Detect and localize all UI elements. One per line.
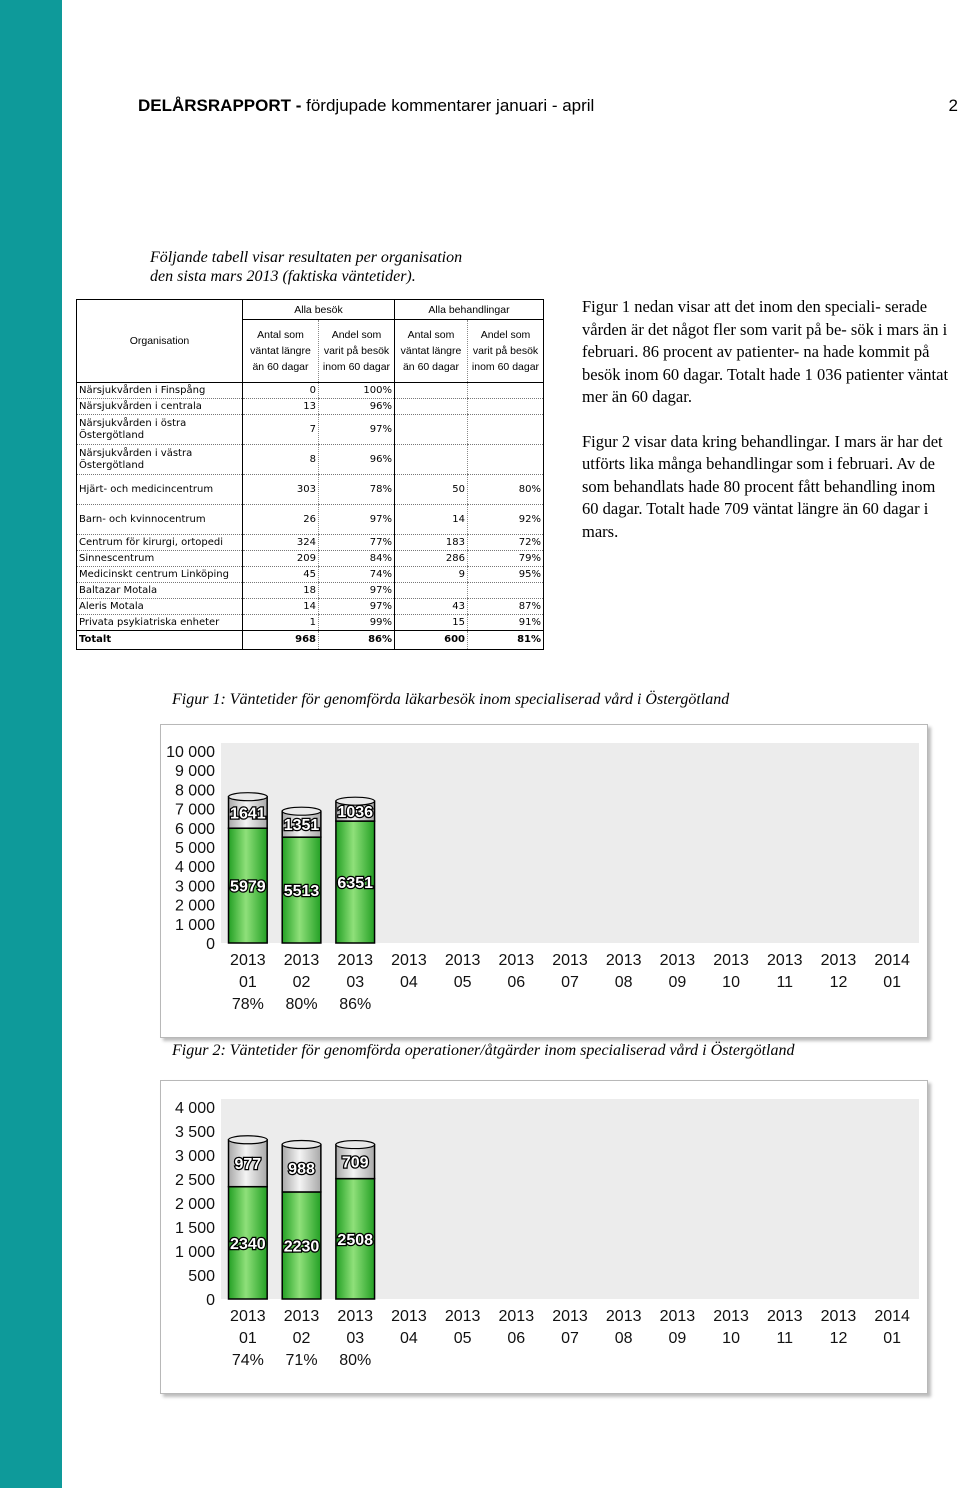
percent-label: 80% (339, 1352, 372, 1369)
right-commentary (582, 296, 954, 565)
bar-top (229, 1136, 268, 1144)
percent-label: 86% (339, 996, 372, 1013)
data-label: 2230 (283, 1238, 320, 1256)
y-tick-label: 4 000 (174, 859, 215, 877)
x-tick-label: 2014 (874, 1308, 910, 1325)
col-header-1: Antal som väntat längre än 60 dagar (243, 320, 319, 383)
x-tick-label: 03 (346, 974, 365, 991)
col-header-3: Antal som väntat längre än 60 dagar (395, 320, 468, 383)
x-tick-label: 2013 (766, 1308, 803, 1325)
x-tick-label: 07 (561, 1330, 579, 1347)
y-tick-label: 4 000 (174, 1100, 215, 1117)
x-tick-label: 2013 (605, 1308, 642, 1325)
y-tick-label: 2 500 (174, 1172, 215, 1189)
x-tick-label: 08 (614, 974, 633, 991)
figure1-caption: Figur 1: Väntetider för genomförda läkarbesök inom specialiserad vård i Östergötland (172, 691, 730, 708)
y-tick-label: 3 500 (174, 1124, 215, 1141)
x-tick-label: 10 (722, 974, 740, 991)
y-tick-label: 500 (188, 1268, 215, 1285)
percent-label: 80% (285, 996, 318, 1013)
y-tick-label: 10 000 (166, 744, 215, 761)
commentary-paragraph-1: Figur 1 nedan visar att det inom den speciali- serade vården är det något fler som varit på be- sök i mars än i februari. 86 procent av patienter- na hade kommit på besök inom 60 dagar. Totalt hade 1 036 patienter väntat mer än 60 dagar. (582, 297, 949, 406)
col-header-2: Andel som varit på besök inom 60 dagar (319, 320, 395, 383)
x-tick-label: 11 (776, 974, 794, 991)
table-row: Privata psykiatriska enheter 1 99% 15 91% (77, 615, 544, 631)
y-tick-label: 0 (206, 936, 215, 953)
figure2-caption: Figur 2: Väntetider för genomförda operationer/åtgärder inom specialiserad vård i Östergötland (172, 1042, 795, 1059)
bar-top (336, 1141, 375, 1149)
x-tick-label: 2014 (874, 952, 910, 969)
table-row: Centrum för kirurgi, ortopedi 324 77% 183 72% (77, 535, 544, 551)
figure1-chart (161, 725, 927, 1037)
x-tick-label: 2013 (552, 1308, 588, 1325)
x-tick-label: 2013 (283, 952, 320, 969)
x-tick-label: 01 (883, 974, 902, 991)
commentary-paragraph-2: Figur 2 visar data kring behandlingar. I mars är har det utförts lika många behandlingar som i februari. Av de som behandlats hade 80 procent fått behandling inom 60 dagar. Totalt hade 709 väntat längre än 60 dagar i mars. (582, 431, 943, 541)
x-tick-label: 2013 (230, 952, 266, 969)
x-tick-label: 2013 (230, 1308, 266, 1325)
x-tick-label: 2013 (713, 952, 749, 969)
x-tick-label: 2013 (659, 952, 696, 969)
percent-label: 71% (285, 1352, 318, 1369)
data-label: 5979 (230, 878, 266, 896)
y-tick-label: 8 000 (174, 782, 215, 800)
bar-top (282, 807, 321, 815)
table-row: Sinnescentrum 209 84% 286 79% (77, 551, 544, 567)
table-row: Närsjukvården i centrala 13 96% (77, 399, 544, 415)
table-header-row-1 (77, 300, 544, 320)
y-tick-label: 9 000 (174, 763, 215, 781)
x-tick-label: 2013 (766, 952, 803, 969)
x-tick-label: 2013 (283, 1308, 320, 1325)
x-tick-label: 2013 (391, 1308, 427, 1325)
page-header (138, 96, 960, 120)
data-label: 6351 (337, 875, 374, 893)
x-tick-label: 10 (722, 1330, 740, 1347)
x-tick-label: 09 (668, 974, 687, 991)
y-tick-label: 2 000 (174, 897, 215, 915)
x-tick-label: 08 (614, 1330, 633, 1347)
group-header-visits: Alla besök (243, 300, 395, 320)
x-tick-label: 2013 (552, 952, 588, 969)
group-header-treatments: Alla behandlingar (395, 300, 544, 320)
x-tick-label: 09 (668, 1330, 687, 1347)
x-tick-label: 01 (883, 1330, 902, 1347)
page-number: 2 (948, 96, 958, 115)
x-tick-label: 2013 (820, 1308, 857, 1325)
header-title-rest: fördjupade kommentarer januari - april (301, 96, 595, 115)
x-tick-label: 2013 (498, 1308, 535, 1325)
x-tick-label: 2013 (498, 952, 535, 969)
sidebar-band (0, 0, 62, 1488)
y-tick-label: 3 000 (174, 1148, 215, 1165)
table-row: Närsjukvården i Finspång 0 100% (77, 383, 544, 399)
table-row-total: Totalt 968 86% 600 81% (77, 631, 544, 650)
percent-label: 78% (231, 996, 264, 1013)
bar-top (229, 793, 268, 801)
x-tick-label: 03 (346, 1330, 365, 1347)
data-label: 5513 (283, 883, 320, 901)
x-tick-label: 01 (238, 1330, 257, 1347)
table-row: Närsjukvården i östra Östergötland 7 97% (77, 415, 544, 445)
x-tick-label: 02 (292, 974, 311, 991)
bar-top (282, 1141, 321, 1149)
x-tick-label: 2013 (337, 1308, 374, 1325)
y-tick-label: 2 000 (174, 1196, 215, 1213)
y-tick-label: 1 000 (174, 916, 215, 934)
y-tick-label: 3 000 (174, 878, 215, 896)
plot-area (221, 743, 919, 943)
x-tick-label: 2013 (444, 952, 481, 969)
x-tick-label: 04 (400, 1330, 418, 1347)
data-label: 1036 (337, 804, 374, 822)
data-label: 988 (288, 1161, 315, 1179)
data-label: 977 (234, 1156, 262, 1174)
x-tick-label: 12 (829, 1330, 848, 1347)
x-tick-label: 02 (292, 1330, 311, 1347)
x-tick-label: 2013 (713, 1308, 749, 1325)
x-tick-label: 06 (507, 974, 526, 991)
x-tick-label: 04 (400, 974, 418, 991)
x-tick-label: 06 (507, 1330, 526, 1347)
plot-area (221, 1099, 919, 1299)
figure2-chart-frame (160, 1080, 928, 1394)
x-tick-label: 2013 (605, 952, 642, 969)
data-label: 1641 (230, 805, 266, 823)
intro-line-1: Följande tabell visar resultaten per organisation (150, 249, 463, 266)
x-tick-label: 12 (829, 974, 848, 991)
y-tick-label: 1 500 (174, 1220, 215, 1237)
data-label: 1351 (283, 817, 320, 835)
percent-label: 74% (231, 1352, 264, 1369)
y-tick-label: 5 000 (174, 840, 215, 857)
y-tick-label: 6 000 (174, 820, 215, 838)
x-tick-label: 11 (776, 1330, 794, 1347)
figure2-chart (161, 1081, 927, 1393)
x-tick-label: 2013 (337, 952, 374, 969)
table-row: Aleris Motala 14 97% 43 87% (77, 599, 544, 615)
table-row: Hjärt- och medicincentrum 303 78% 50 80% (77, 475, 544, 505)
intro-text (150, 248, 570, 286)
col-header-4: Andel som varit på besök inom 60 dagar (468, 320, 544, 383)
table-row: Barn- och kvinnocentrum 26 97% 14 92% (77, 505, 544, 535)
data-label: 709 (341, 1154, 369, 1172)
x-tick-label: 2013 (659, 1308, 696, 1325)
y-tick-label: 1 000 (174, 1244, 215, 1261)
table-row: Närsjukvården i västra Östergötland 8 96% (77, 445, 544, 475)
intro-line-2: den sista mars 2013 (faktiska väntetider). (150, 268, 416, 285)
data-label: 2340 (230, 1235, 266, 1253)
x-tick-label: 01 (238, 974, 257, 991)
table-row: Baltazar Motala 18 97% (77, 583, 544, 599)
header-title-bold: DELÅRSRAPPORT - (138, 96, 302, 115)
x-tick-label: 05 (453, 1330, 472, 1347)
y-tick-label: 7 000 (174, 801, 215, 819)
x-tick-label: 2013 (391, 952, 427, 969)
y-tick-label: 0 (206, 1292, 215, 1309)
figure1-chart-frame (160, 724, 928, 1038)
x-tick-label: 2013 (444, 1308, 481, 1325)
x-tick-label: 2013 (820, 952, 857, 969)
table-row: Medicinskt centrum Linköping 45 74% 9 95% (77, 567, 544, 583)
results-table (76, 299, 544, 650)
data-label: 2508 (337, 1231, 374, 1249)
x-tick-label: 05 (453, 974, 472, 991)
org-header: Organisation (77, 300, 243, 383)
x-tick-label: 07 (561, 974, 579, 991)
